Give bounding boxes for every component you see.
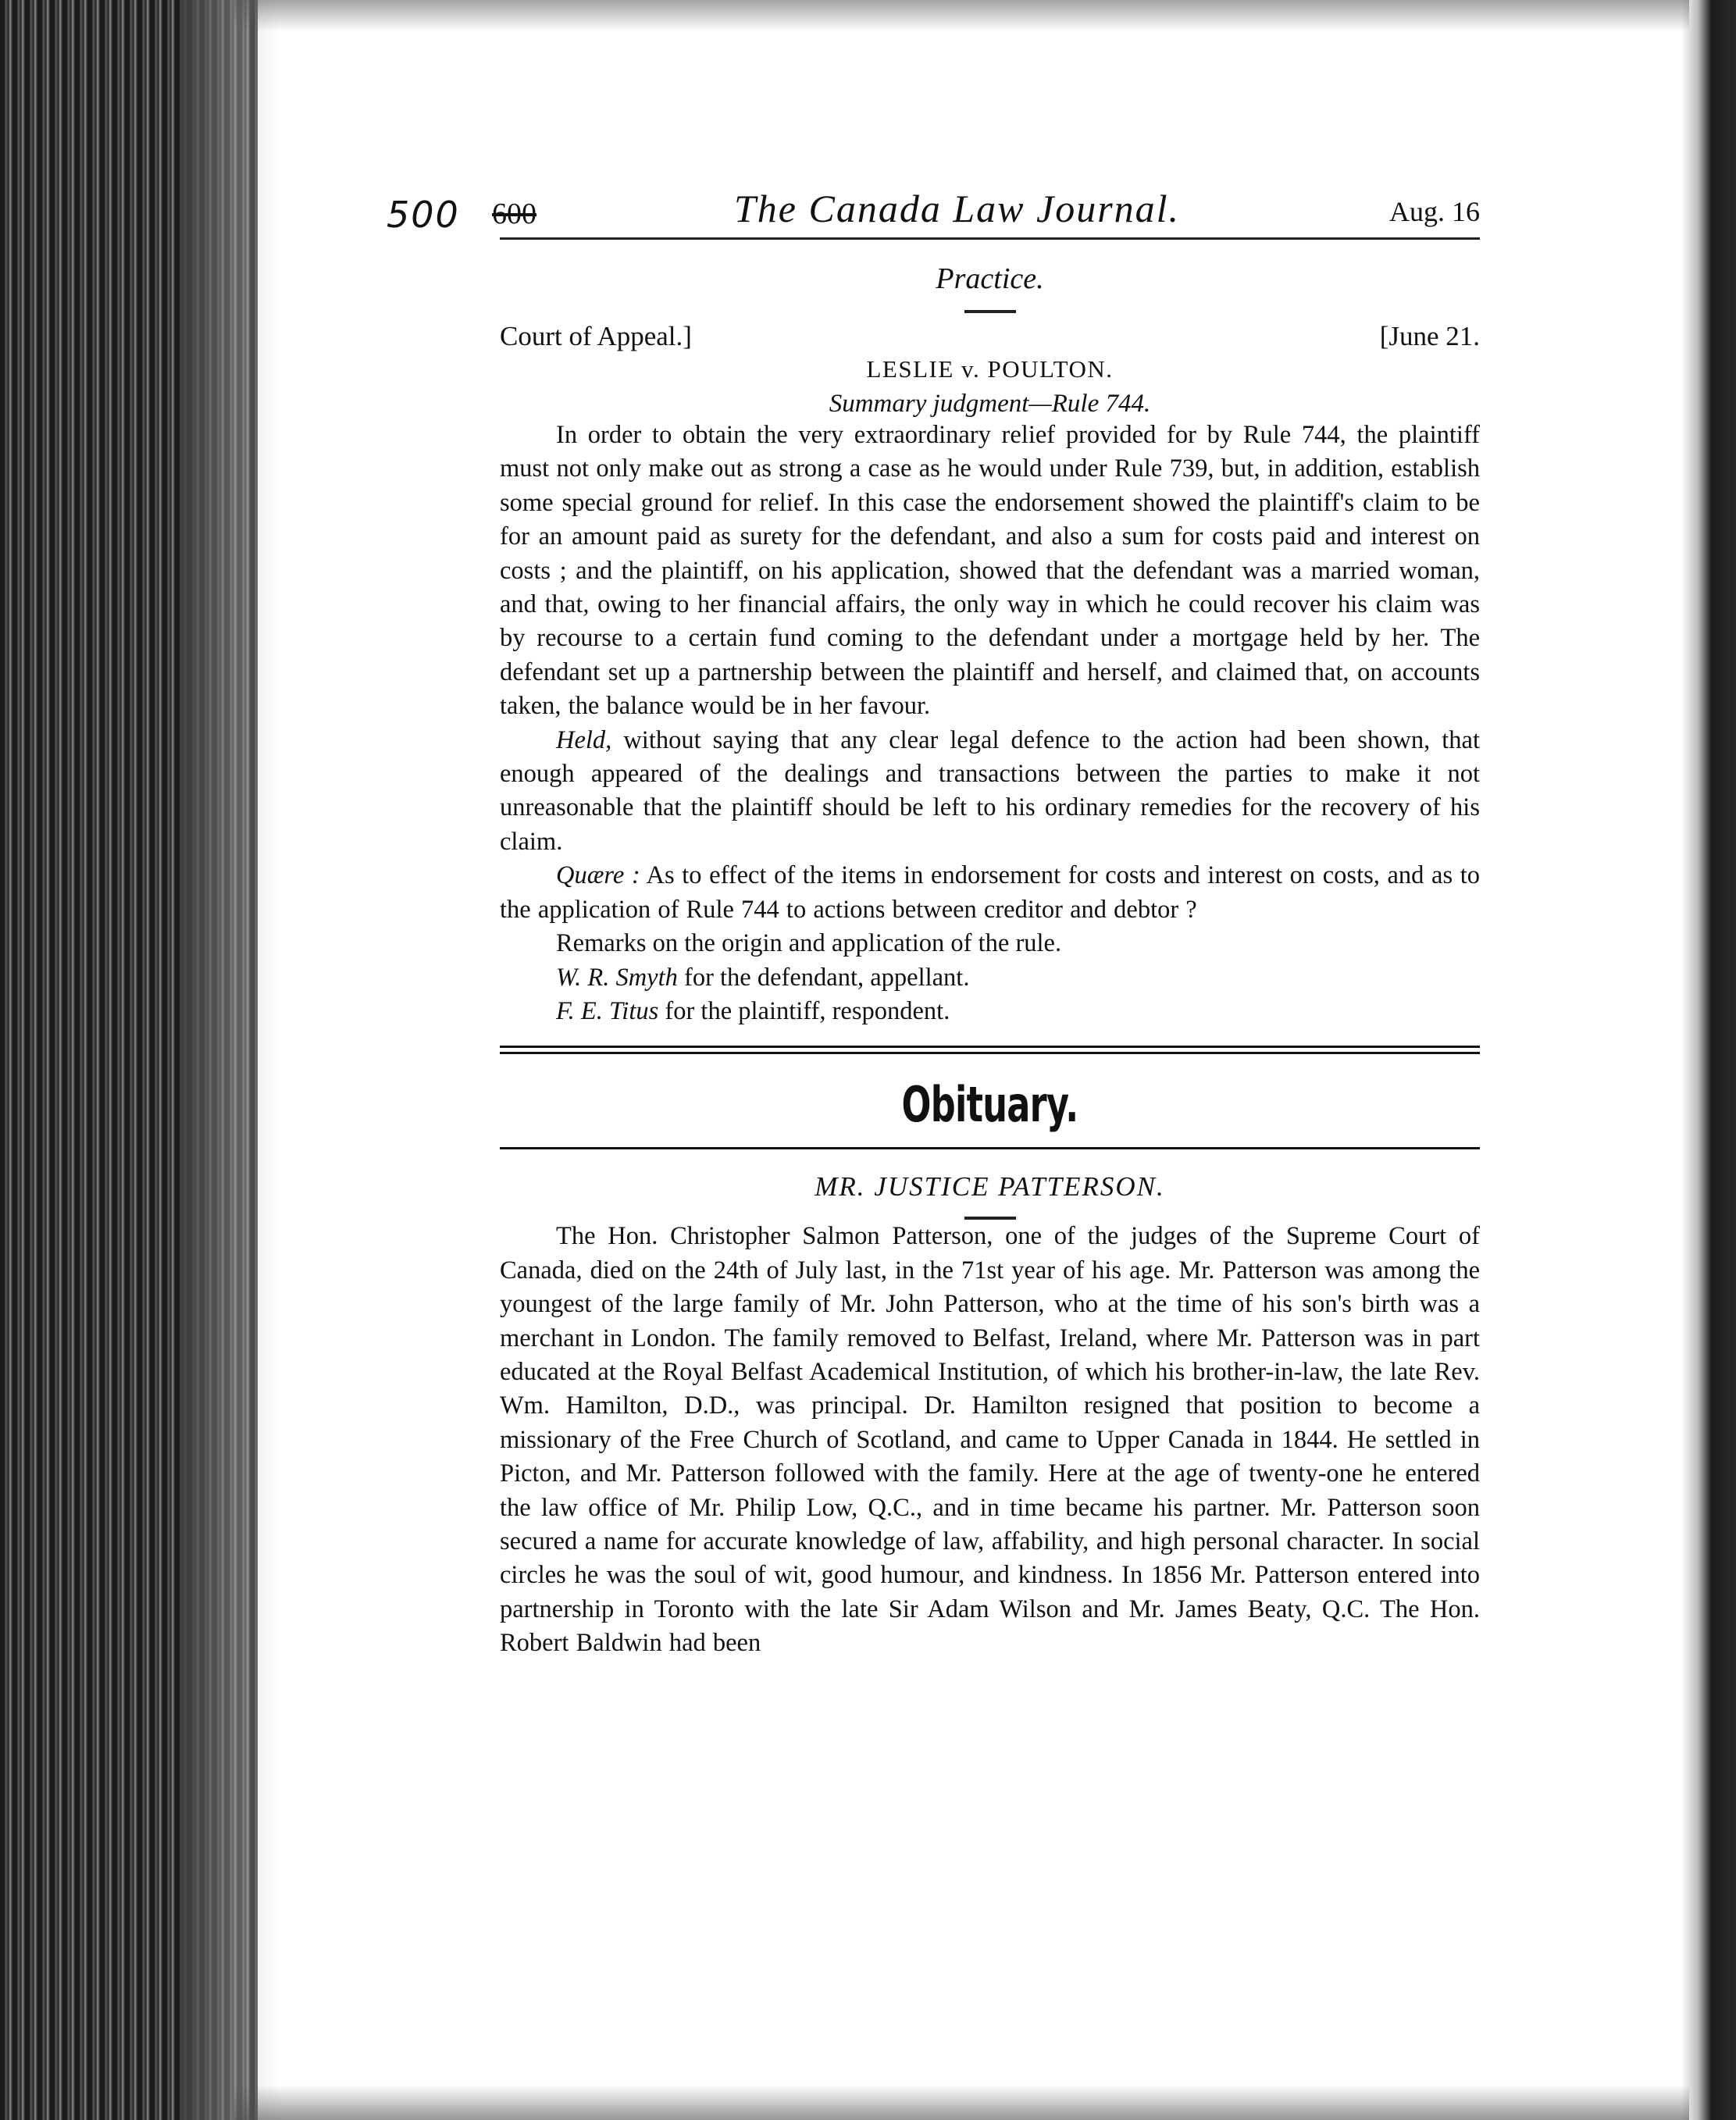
court-line (500, 321, 1480, 357)
header-rule (500, 237, 1480, 240)
struck-page-number: 600 (492, 198, 536, 230)
section-title: Practice. (936, 262, 1044, 295)
counsel-name: W. R. Smyth (556, 963, 678, 992)
counsel-role: for the plaintiff, respondent. (658, 996, 950, 1025)
counsel-line (500, 995, 1480, 1028)
obituary-rule (500, 1147, 1480, 1149)
section-divider (964, 310, 1016, 313)
obituary-paragraph: The Hon. Christopher Salmon Patterson, one of the judges of the Supreme Court of Canada, died on the 24th of July last, in the 71st year of his age. Mr. Patterson was among the youngest of the large family of Mr. John Patterson, who at the time of his son's birth was a merchant in London. The family removed to Belfast, Ireland, where Mr. Patterson was in part educated at the Royal Belfast Academical Institution, of which his brother-in-law, the late Rev. Wm. Hamilton, D.D., was principal. Dr. Hamilton resigned that position to become a missionary of the Free Church of Scotland, and came to Upper Canada in 1844. He settled in Picton, and Mr. Patterson followed with the family. Here at the age of twenty-one he entered the law office of Mr. Philip Low, Q.C., and in time became his partner. Mr. Patterson soon secured a name for accurate knowledge of law, affability, and high personal character. In social circles he was the soul of wit, good humour, and kindness. In 1856 Mr. Patterson entered into partnership in Toronto with the late Sir Adam Wilson and Mr. James Beaty, Q.C. The Hon. Robert Baldwin had been (500, 1222, 1480, 1658)
scan-top-edge (234, 0, 1689, 31)
counsel-role: for the defendant, appellant. (677, 963, 970, 992)
quaere-text: As to effect of the items in endorsement for costs and interest on costs, and as to the application of Rule 744 to actions between creditor and debtor ? (500, 861, 1480, 924)
page-content (387, 180, 1480, 1661)
counsel-name: F. E. Titus (556, 996, 659, 1025)
running-header (387, 180, 1480, 236)
scan-right-edge (1681, 0, 1736, 2120)
quaere-label: Quære : (556, 861, 640, 890)
scan-bottom-edge (234, 2085, 1689, 2120)
obituary-subtitle: MR. JUSTICE PATTERSON. (815, 1171, 1165, 1203)
case-name: LESLIE v. POULTON. (866, 355, 1114, 383)
held-paragraph (500, 724, 1480, 860)
obituary-title: Obituary. (901, 1076, 1078, 1134)
quaere-paragraph (500, 859, 1480, 927)
journal-title: The Canada Law Journal. (734, 187, 1181, 230)
handwritten-page-number: 500 (387, 194, 460, 236)
held-label: Held, (556, 725, 612, 754)
counsel-line (500, 961, 1480, 995)
court-name: Court of Appeal.] (500, 321, 692, 351)
case-date: [June 21. (1379, 321, 1480, 351)
section-double-rule (500, 1046, 1480, 1054)
header-date: Aug. 16 (1389, 196, 1480, 227)
held-text: without saying that any clear legal defence to the action had been shown, that enough appeared of the dealings and transactions between the parties to make it not unreasonable that the plaintiff should be left to his ordinary remedies for the recovery of his claim. (500, 725, 1480, 856)
case-paragraph: In order to obtain the very extraordinary relief provided for by Rule 744, the plaintiff must not only make out as strong a case as he would under Rule 739, but, in addition, establish some special ground for relief. In this case the endorsement showed the plaintiff's claim to be for an amount paid as surety for the defendant, and also a sum for costs paid and interest on costs ; and the plaintiff, on his application, showed that the defendant was a married woman, and that, owing to her financial affairs, the only way in which he could recover his claim was by recourse to a certain fund coming to the defendant under a mortgage held by her. The defendant set up a partnership between the plaintiff and herself, and claimed that, on accounts taken, the balance would be in her favour. (500, 421, 1480, 721)
remarks-line: Remarks on the origin and application of the rule. (556, 929, 1062, 958)
scan-left-shadow (180, 0, 281, 2120)
case-subtitle: Summary judgment—Rule 744. (829, 390, 1151, 418)
